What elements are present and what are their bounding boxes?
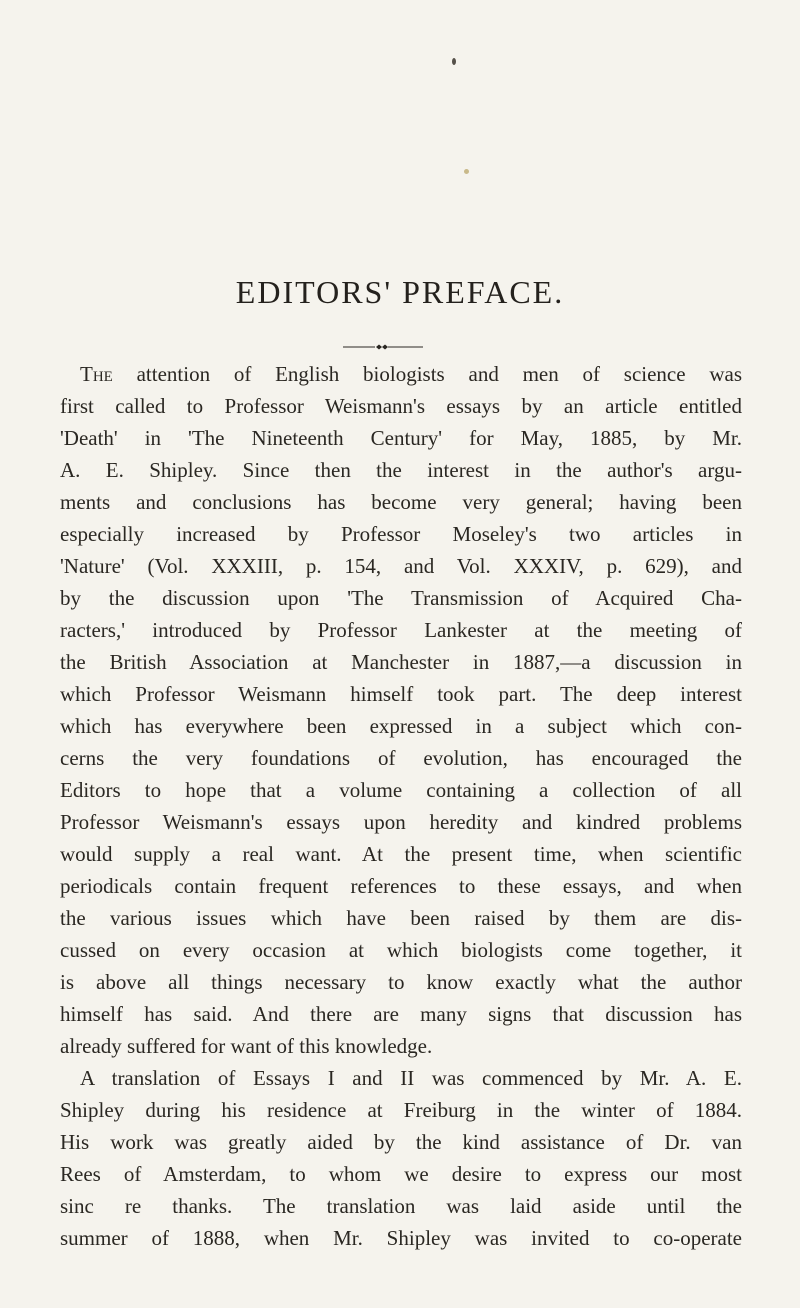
text-line: Professor Weismann's essays upon heredity and kindred problems bbox=[60, 810, 742, 834]
text-line: racters,' introduced by Professor Lankester at the meeting of bbox=[60, 618, 742, 642]
text-line: by the discussion upon 'The Transmission of Acquired Cha- bbox=[60, 586, 742, 610]
text-line: cussed on every occasion at which biologists come together, it bbox=[60, 938, 742, 962]
text-line: periodicals contain frequent references to these essays, and when bbox=[60, 874, 742, 898]
paragraph-2 bbox=[60, 1062, 742, 1254]
text-line: the British Association at Manchester in 1887,—a discussion in bbox=[60, 650, 742, 674]
page-title: EDITORS' PREFACE. bbox=[235, 274, 565, 310]
text-line: sinc re thanks. The translation was laid aside until the bbox=[60, 1194, 742, 1218]
text-line: which Professor Weismann himself took part. The deep interest bbox=[60, 682, 742, 706]
foxing-spot-mark bbox=[464, 169, 469, 174]
text-line: 'Death' in 'The Nineteenth Century' for May, 1885, by Mr. bbox=[60, 426, 742, 450]
text-line: ments and conclusions has become very general; having been bbox=[60, 490, 742, 514]
paragraph-1 bbox=[60, 358, 742, 1062]
text-line: which has everywhere been expressed in a subject which con- bbox=[60, 714, 742, 738]
text-line: first called to Professor Weismann's essays by an article entitled bbox=[60, 394, 742, 418]
text-line: summer of 1888, when Mr. Shipley was invited to co-operate bbox=[60, 1226, 742, 1250]
text-line: already suffered for want of this knowledge. bbox=[60, 1034, 433, 1058]
text-line: Shipley during his residence at Freiburg in the winter of 1884. bbox=[60, 1098, 742, 1122]
ornament-rule-icon bbox=[343, 343, 423, 351]
text-line: 'Nature' (Vol. XXXIII, p. 154, and Vol. XXXIV, p. 629), and bbox=[60, 554, 742, 578]
text-line: Rees of Amsterdam, to whom we desire to express our most bbox=[60, 1162, 742, 1186]
preface-body bbox=[60, 358, 742, 1254]
text-line: himself has said. And there are many signs that discussion has bbox=[60, 1002, 742, 1026]
text-line: A translation of Essays I and II was commenced by Mr. A. E. bbox=[80, 1066, 742, 1090]
text-line: especially increased by Professor Moseley's two articles in bbox=[60, 522, 742, 546]
text-line: cerns the very foundations of evolution, has encouraged the bbox=[60, 746, 742, 770]
lead-word-smallcaps: The bbox=[80, 362, 113, 386]
text-line: would supply a real want. At the present time, when scientific bbox=[60, 842, 742, 866]
text-line: His work was greatly aided by the kind assistance of Dr. van bbox=[60, 1130, 742, 1154]
text-line: The attention of English biologists and men of science was bbox=[80, 362, 742, 386]
text-line: is above all things necessary to know exactly what the author bbox=[60, 970, 742, 994]
text-line: the various issues which have been raised by them are dis- bbox=[60, 906, 742, 930]
text-line: Editors to hope that a volume containing a collection of all bbox=[60, 778, 742, 802]
text-line: A. E. Shipley. Since then the interest in the author's argu- bbox=[60, 458, 742, 482]
ink-speck-mark bbox=[452, 58, 456, 65]
